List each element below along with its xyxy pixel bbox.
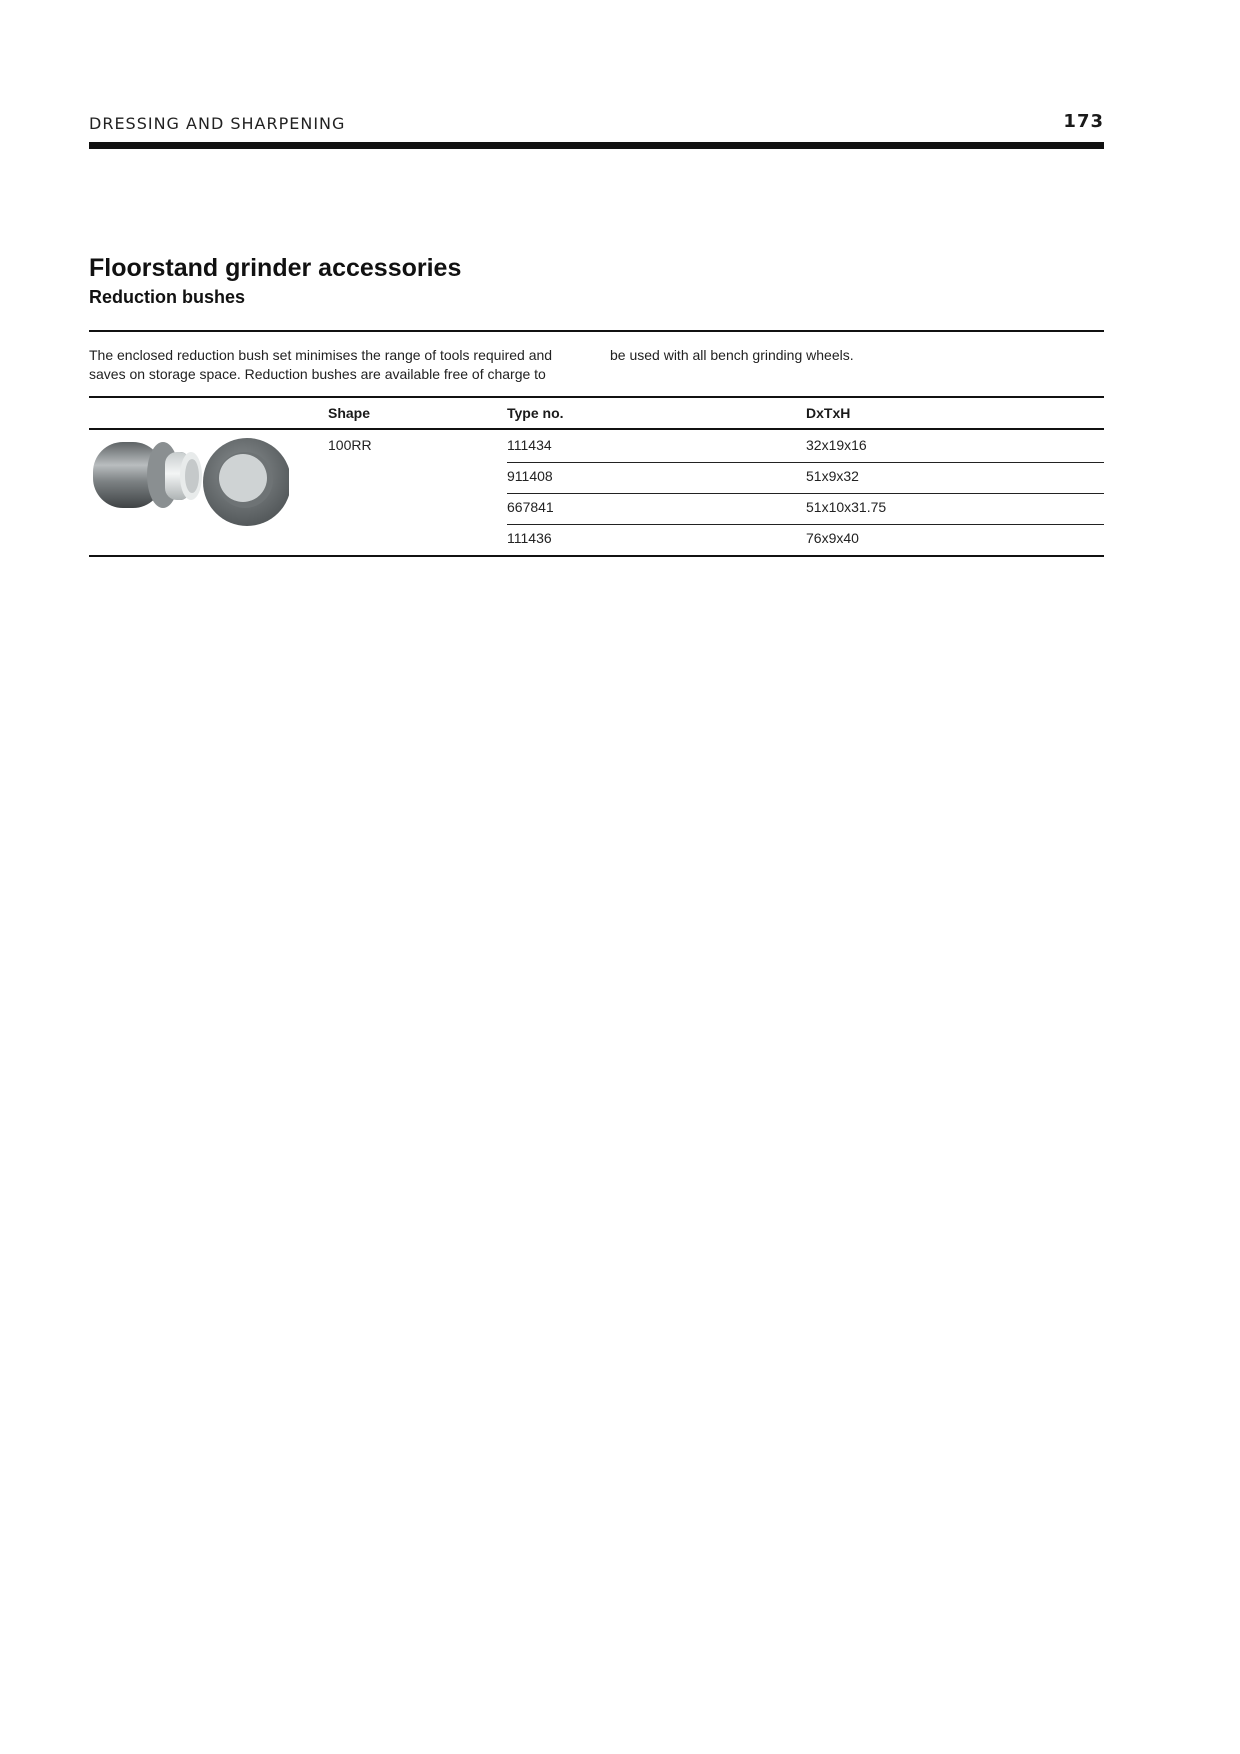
header-rule xyxy=(89,142,1104,149)
type-number: 911408 xyxy=(507,468,553,484)
table-row xyxy=(89,463,1104,493)
intro-column-2: be used with all bench grinding wheels. xyxy=(610,347,854,363)
page-title: Floorstand grinder accessories xyxy=(89,254,462,282)
section-title: DRESSING AND SHARPENING xyxy=(89,114,346,133)
type-number: 667841 xyxy=(507,499,554,515)
table-row xyxy=(89,494,1104,524)
table-bottom-rule xyxy=(89,555,1104,557)
page-subtitle: Reduction bushes xyxy=(89,287,246,307)
table-row xyxy=(89,432,1104,462)
type-number: 111436 xyxy=(507,530,552,546)
rule-below-header xyxy=(89,428,1104,430)
table-row xyxy=(89,525,1104,555)
header-shape: Shape xyxy=(328,405,371,421)
header-dimensions: DxTxH xyxy=(806,405,851,421)
header-type-no: Type no. xyxy=(507,405,564,421)
intro-text xyxy=(89,346,1104,384)
shape-value: 100RR xyxy=(328,437,372,453)
type-number: 111434 xyxy=(507,437,552,453)
page-number: 173 xyxy=(1063,111,1104,132)
intro-column-1: The enclosed reduction bush set minimises the range of tools required and saves on storage space. Reduction bushes are available free of charge to xyxy=(89,347,553,382)
table-header xyxy=(89,405,1104,429)
dimensions: 51x9x32 xyxy=(806,468,859,484)
dimensions: 51x10x31.75 xyxy=(806,499,887,515)
dimensions: 76x9x40 xyxy=(806,530,859,546)
dimensions: 32x19x16 xyxy=(806,437,867,453)
rule-above-intro xyxy=(89,330,1104,332)
rule-above-table xyxy=(89,396,1104,398)
